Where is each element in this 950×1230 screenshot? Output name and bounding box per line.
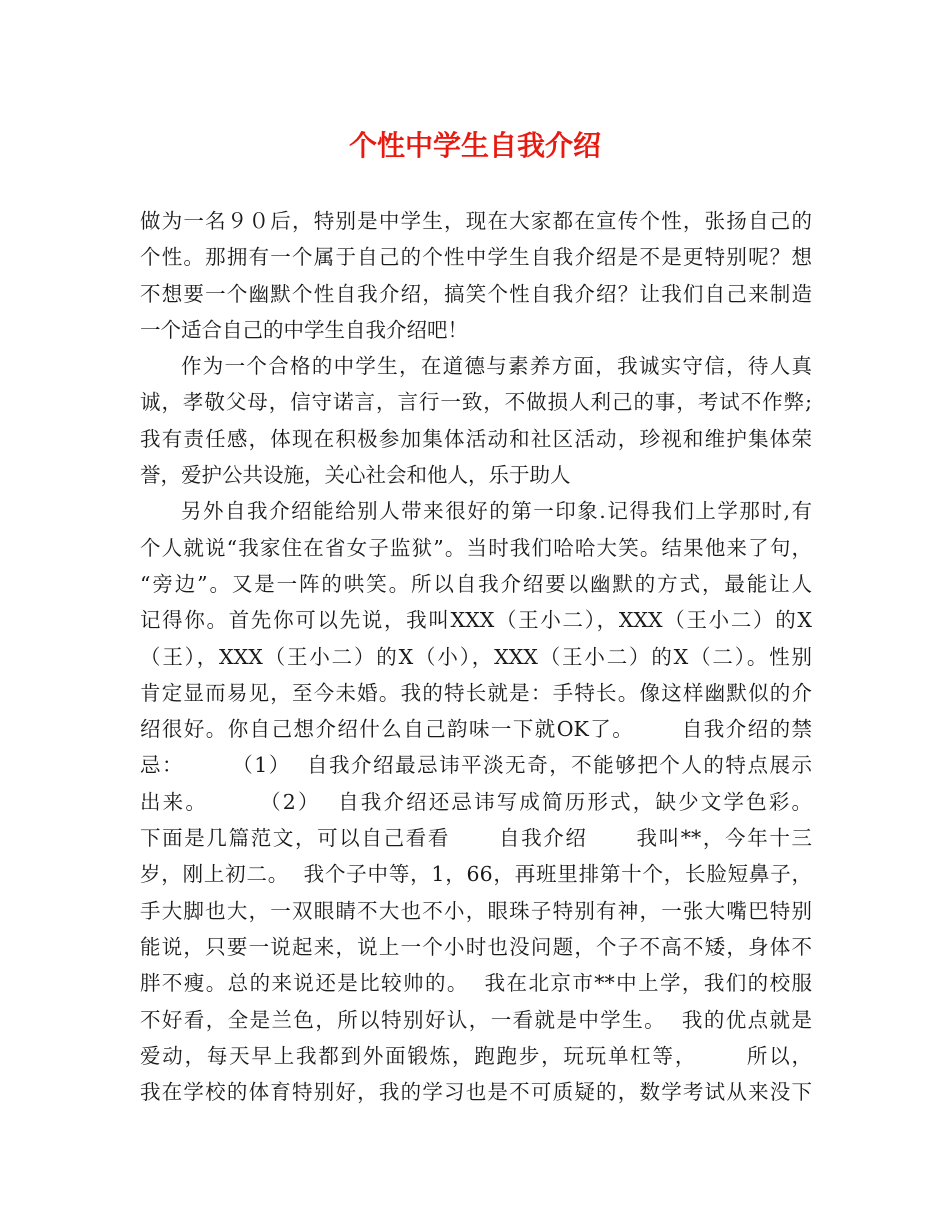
body-line: 手大脚也大，一双眼睛不大也不小，眼珠子特别有神，一张大嘴巴特别 [140,898,812,923]
body-line: 我在学校的体育特别好，我的学习也是不可质疑的，数学考试从来没下 [140,1080,812,1105]
body-line: “旁边”。又是一阵的哄笑。所以自我介绍要以幽默的方式，最能让人 [140,571,812,596]
body-line: 个人就说“我家住在省女子监狱”。当时我们哈哈大笑。结果他来了句， [140,535,812,560]
body-line: 不好看，全是兰色，所以特别好认，一看就是中学生。 我的优点就是 [140,1007,812,1032]
body-line: 诚，孝敬父母，信守诺言，言行一致，不做损人利己的事，考试不作弊; [140,390,812,415]
body-line: 做为一名９０后，特别是中学生，现在大家都在宣传个性，张扬自己的 [140,209,812,233]
body-line: 胖不瘦。总的来说还是比较帅的。 我在北京市**中上学，我们的校服 [140,971,812,996]
body-line: 记得你。首先你可以先说，我叫XXX（王小二），XXX（王小二）的X [140,608,812,633]
body-line: 肯定显而易见，至今未婚。我的特长就是：手特长。像这样幽默似的介 [140,680,812,705]
body-line: 能说，只要一说起来，说上一个小时也没问题，个子不高不矮，身体不 [140,934,812,959]
body-line: 另外自我介绍能给别人带来很好的第一印象.记得我们上学那时,有 [181,499,812,524]
body-line: 爱动，每天早上我都到外面锻炼，跑跑步，玩玩单杠等， 所以， [140,1043,812,1068]
body-line: 出来。 （2） 自我介绍还忌讳写成简历形式，缺少文学色彩。 [140,789,812,814]
body-line: 誉，爱护公共设施，关心社会和他人，乐于助人 [140,463,571,488]
document-body [140,203,812,1110]
body-line: 作为一个合格的中学生，在道德与素养方面，我诚实守信，待人真 [181,354,812,379]
body-line: 绍很好。你自己想介绍什么自己韵味一下就OK了。 自我介绍的禁 [140,717,812,742]
document-title: 个性中学生自我介绍 [348,129,601,162]
body-line: （王），XXX（王小二）的X（小），XXX（王小二）的X（二）。性别 [140,644,812,669]
body-line: 不想要一个幽默个性自我介绍，搞笑个性自我介绍？让我们自己来制造 [140,281,812,306]
body-line: 忌： （1） 自我介绍最忌讳平淡无奇，不能够把个人的特点展示 [140,753,812,778]
body-line: 个性。那拥有一个属于自己的个性中学生自我介绍是不是更特别呢？想 [140,245,812,270]
body-line: 下面是几篇范文，可以自己看看 自我介绍 我叫**，今年十三 [140,826,812,851]
body-line: 一个适合自己的中学生自我介绍吧！ [140,317,468,342]
body-line: 我有责任感，体现在积极参加集体活动和社区活动，珍视和维护集体荣 [140,426,812,451]
body-line: 岁，刚上初二。 我个子中等，1，66，再班里排第十个，长脸短鼻子， [140,862,812,887]
